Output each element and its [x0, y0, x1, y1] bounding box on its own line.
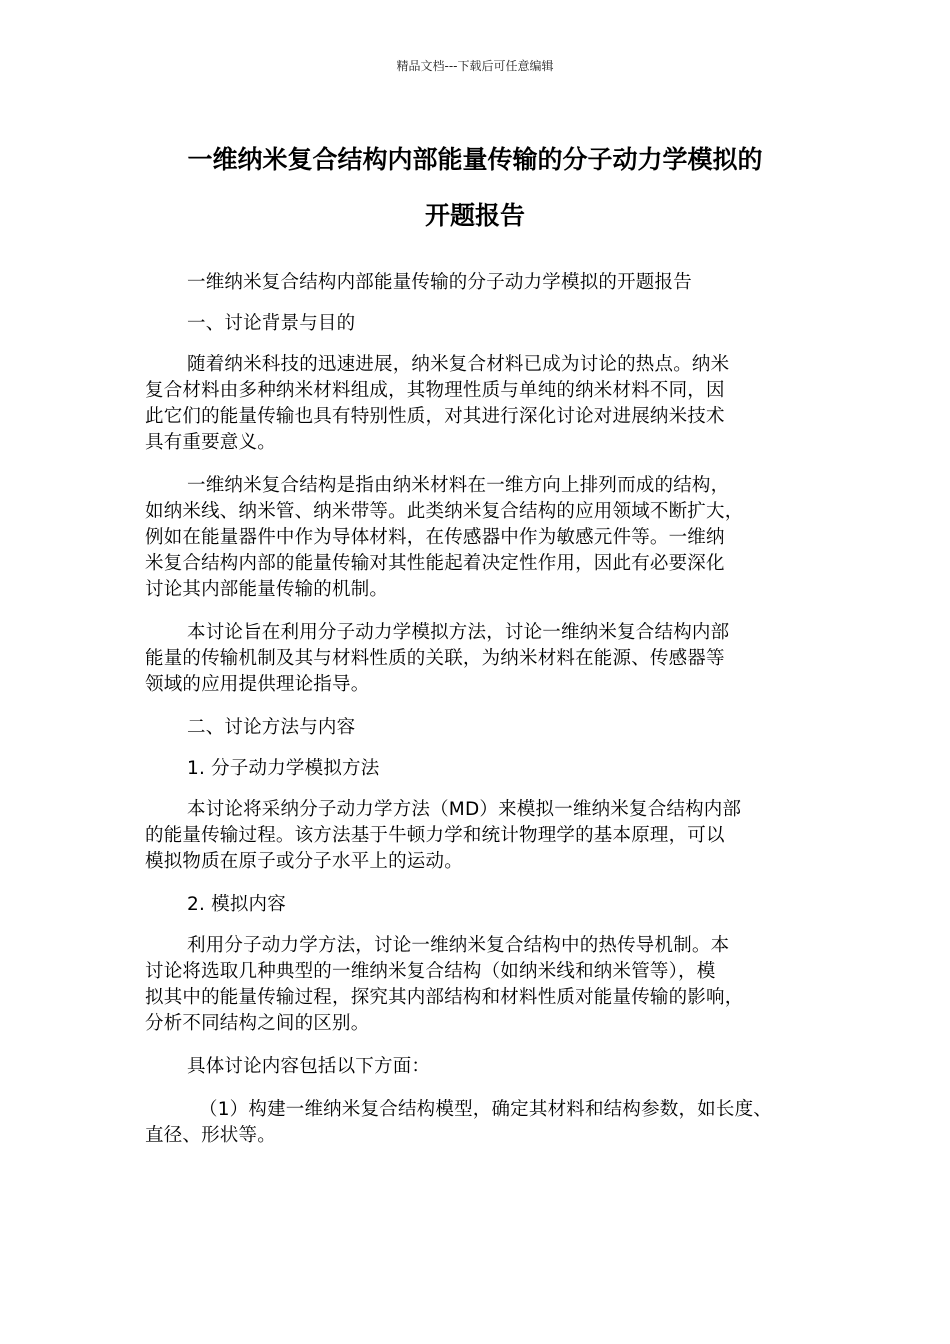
paragraph-background-2: [145, 473, 820, 603]
subtitle-paragraph: [145, 270, 820, 296]
subheading-simulation-content: [145, 892, 820, 918]
text-line: 本讨论旨在利用分子动力学模拟方法，讨论一维纳米复合结构内部: [187, 622, 730, 643]
text-line: 具体讨论内容包括以下方面：: [187, 1056, 431, 1077]
text-line: 一维纳米复合结构内部能量传输的分子动力学模拟的开题报告: [187, 272, 692, 293]
text-line: 一、讨论背景与目的: [187, 313, 356, 334]
title-line-1: 一维纳米复合结构内部能量传输的分子动力学模拟的: [187, 145, 763, 174]
document-body: [145, 270, 820, 1149]
paragraph-background-1: [145, 352, 820, 456]
list-item-1: [145, 1097, 820, 1149]
subheading-md-method: [145, 756, 820, 782]
document-title: [130, 132, 820, 244]
paragraph-background-3: [145, 620, 820, 698]
text-line: 此它们的能量传输也具有特别性质，对其进行深化讨论对进展纳米技术: [145, 406, 725, 427]
text-line: 利用分子动力学方法，讨论一维纳米复合结构中的热传导机制。本: [187, 935, 730, 956]
text-line: 本讨论将采纳分子动力学方法（MD）来模拟一维纳米复合结构内部: [187, 799, 742, 820]
text-line: 例如在能量器件中作为导体材料，在传感器中作为敏感元件等。一维纳: [145, 527, 725, 548]
text-line: 能量的传输机制及其与材料性质的关联，为纳米材料在能源、传感器等: [145, 648, 725, 669]
text-line: 的能量传输过程。该方法基于牛顿力学和统计物理学的基本原理，可以: [145, 825, 725, 846]
header-note: 精品文档---下载后可任意编辑: [396, 59, 554, 73]
text-line: 1. 分子动力学模拟方法: [187, 758, 380, 779]
text-line: 复合材料由多种纳米材料组成，其物理性质与单纯的纳米材料不同，因: [145, 380, 725, 401]
text-line: 随着纳米科技的迅速进展，纳米复合材料已成为讨论的热点。纳米: [187, 354, 730, 375]
text-line: 模拟物质在原子或分子水平上的运动。: [145, 851, 463, 872]
paragraph-md-method: [145, 797, 820, 875]
text-line: 二、讨论方法与内容: [187, 717, 356, 738]
text-line: 一维纳米复合结构是指由纳米材料在一维方向上排列而成的结构，: [187, 475, 730, 496]
text-line: （1）构建一维纳米复合结构模型，确定其材料和结构参数，如长度、: [199, 1099, 772, 1120]
text-line: 直径、形状等。: [145, 1125, 276, 1146]
text-line: 讨论将选取几种典型的一维纳米复合结构（如纳米线和纳米管等），模: [145, 961, 716, 982]
section-heading-background: [145, 311, 820, 337]
text-line: 具有重要意义。: [145, 432, 276, 453]
title-line-2: 开题报告: [424, 201, 525, 230]
text-line: 2. 模拟内容: [187, 894, 286, 915]
paragraph-simulation-content: [145, 933, 820, 1037]
paragraph-content-intro: [145, 1054, 820, 1080]
text-line: 米复合结构内部的能量传输对其性能起着决定性作用，因此有必要深化: [145, 553, 725, 574]
section-heading-methods: [145, 715, 820, 741]
text-line: 如纳米线、纳米管、纳米带等。此类纳米复合结构的应用领域不断扩大，: [145, 501, 744, 522]
text-line: 讨论其内部能量传输的机制。: [145, 579, 389, 600]
text-line: 分析不同结构之间的区别。: [145, 1013, 370, 1034]
text-line: 领域的应用提供理论指导。: [145, 674, 370, 695]
text-line: 拟其中的能量传输过程，探究其内部结构和材料性质对能量传输的影响，: [145, 987, 744, 1008]
